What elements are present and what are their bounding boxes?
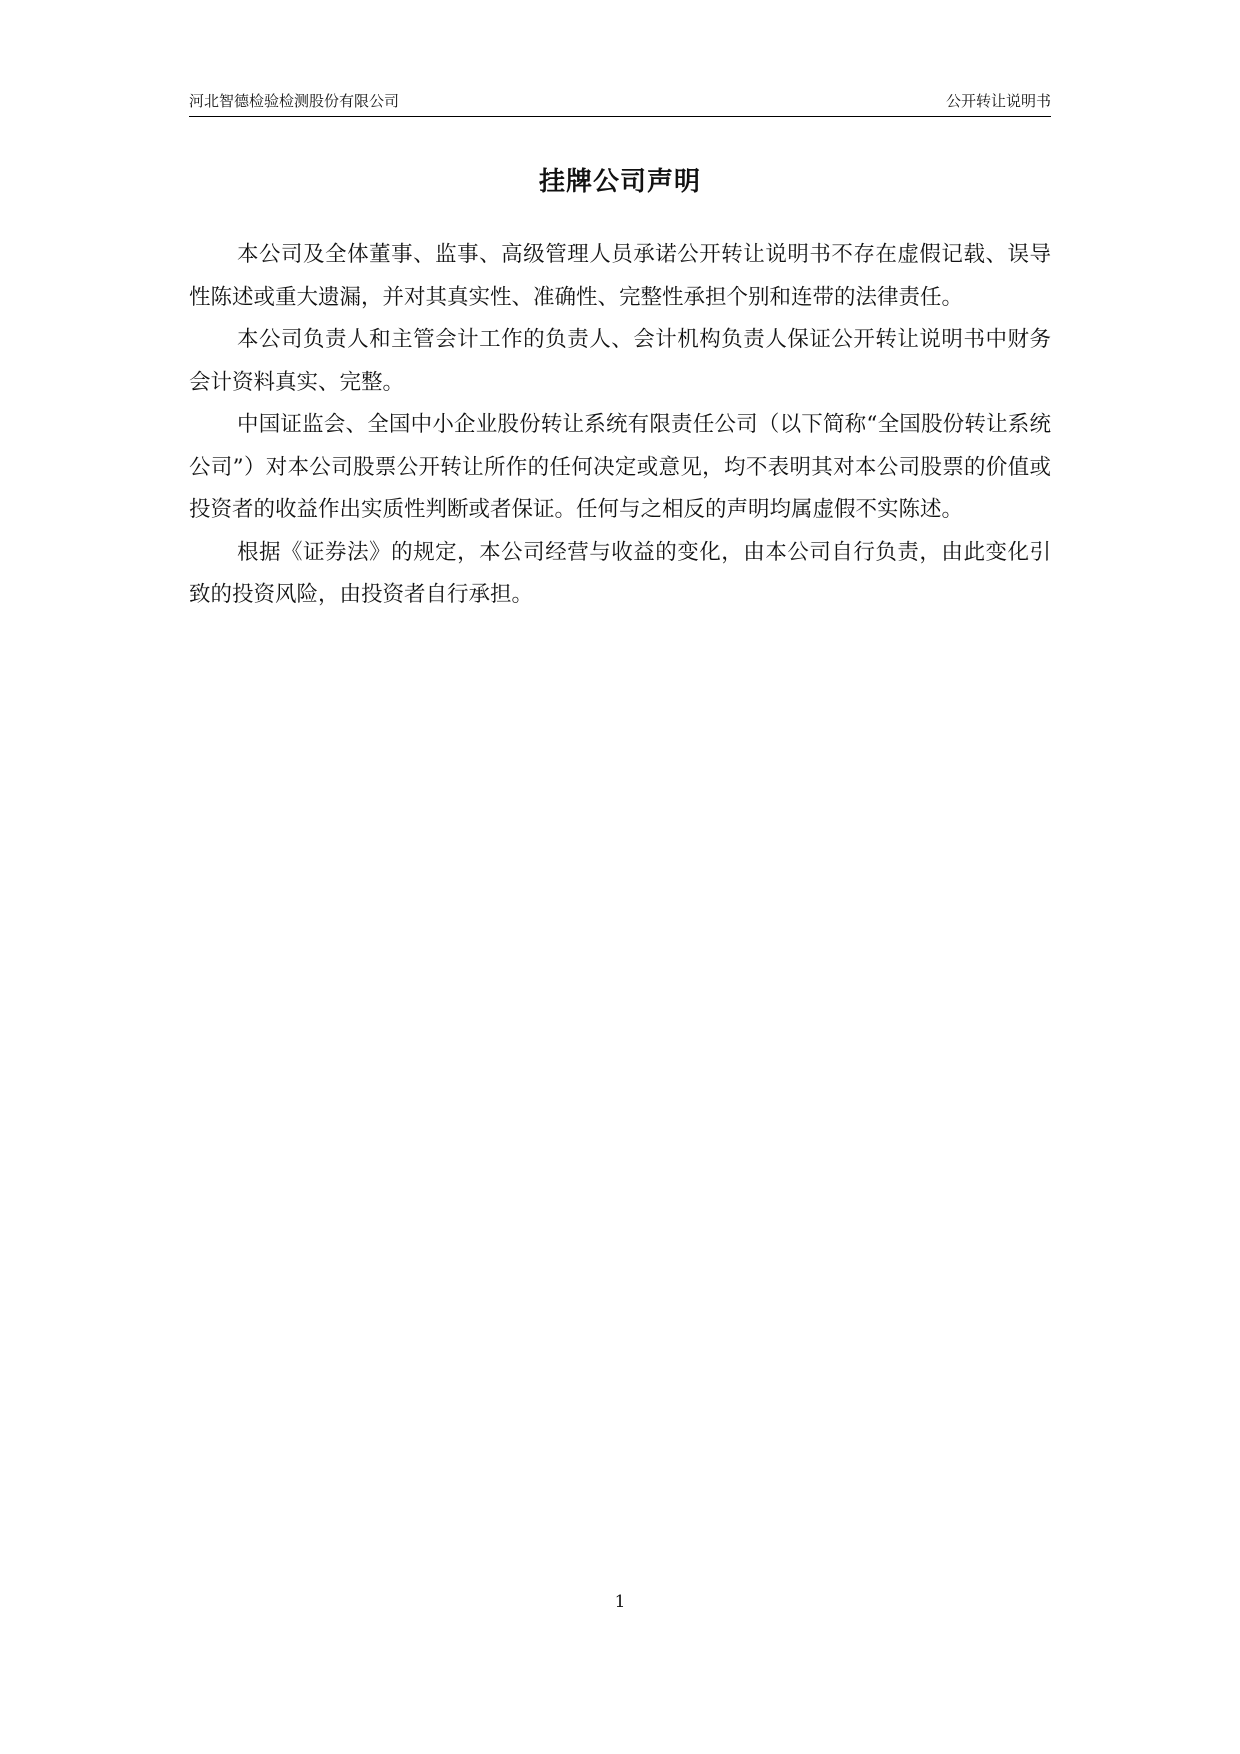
statement-body	[189, 234, 1051, 617]
statement-paragraph-3: 中国证监会、全国中小企业股份转让系统有限责任公司（以下简称“全国股份转让系统公司”）对本公司股票公开转让所作的任何决定或意见，均不表明其对本公司股票的价值或投资者的收益作出实质性判断或者保证。任何与之相反的声明均属虚假不实陈述。	[189, 412, 1051, 522]
statement-paragraph-2: 本公司负责人和主管会计工作的负责人、会计机构负责人保证公开转让说明书中财务会计资料真实、完整。	[189, 327, 1051, 395]
header-document-name: 公开转让说明书	[945, 92, 1051, 110]
page-header	[189, 88, 1051, 117]
header-company-name: 河北智德检验检测股份有限公司	[189, 92, 400, 110]
page-number: 1	[614, 1592, 626, 1612]
statement-paragraph-1: 本公司及全体董事、监事、高级管理人员承诺公开转让说明书不存在虚假记载、误导性陈述或重大遗漏，并对其真实性、准确性、完整性承担个别和连带的法律责任。	[189, 242, 1051, 310]
page-title: 挂牌公司声明	[538, 167, 701, 197]
statement-paragraph-4: 根据《证券法》的规定，本公司经营与收益的变化，由本公司自行负责，由此变化引致的投资风险，由投资者自行承担。	[189, 539, 1051, 607]
